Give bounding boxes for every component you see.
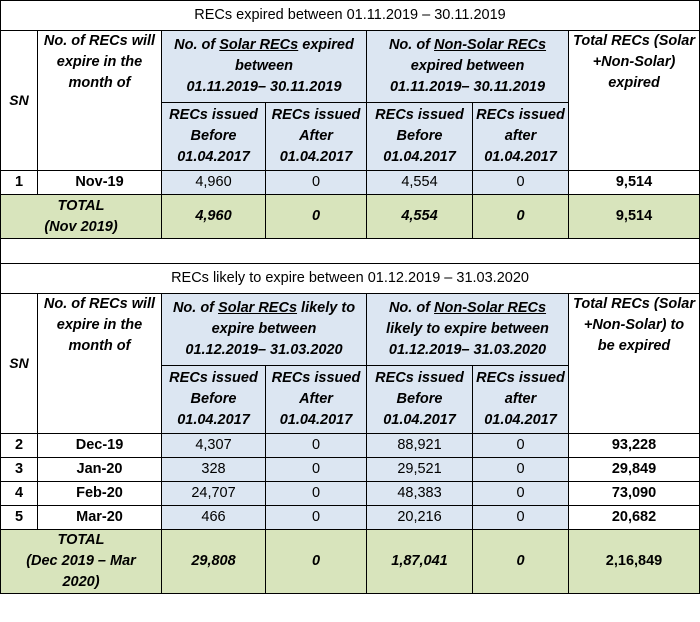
row-solar-before: 328 (162, 458, 266, 482)
sub-header-solar-after (266, 366, 367, 434)
total-row (1, 195, 700, 239)
row-nonsolar-after: 0 (473, 458, 569, 482)
row-total: 9,514 (569, 171, 700, 195)
nonsolar-header-line: 01.12.2019– 31.03.2020 (388, 342, 547, 358)
table-row (1, 171, 700, 195)
sn-header: SN (1, 294, 38, 434)
row-nonsolar-before: 48,383 (367, 482, 473, 506)
section-gap (1, 239, 700, 264)
total-label-line: (Dec 2019 – Mar (26, 553, 136, 569)
table-row (1, 434, 700, 458)
month-header-line: month of (68, 338, 131, 354)
total-solar-before: 4,960 (162, 195, 266, 239)
sub-header-line: 01.04.2017 (177, 149, 250, 165)
total-label (1, 195, 162, 239)
solar-header (162, 294, 367, 366)
total-header-line: be expired (597, 338, 671, 354)
row-solar-after: 0 (266, 434, 367, 458)
solar-header-line: 01.12.2019– 31.03.2020 (185, 342, 343, 358)
total-nonsolar-after: 0 (473, 530, 569, 594)
sub-header-line: Before (190, 128, 237, 144)
solar-header-underlined: Solar RECs (218, 300, 298, 316)
sub-header-line: RECs issued (169, 370, 258, 386)
sub-header-line: Before (396, 391, 443, 407)
sub-header-line: RECs issued (375, 370, 464, 386)
section2-title: RECs likely to expire between 01.12.2019 – 31.03.2020 (1, 264, 700, 294)
sub-header-line: RECs issued (271, 107, 361, 123)
nonsolar-header-line: expired between (410, 58, 525, 74)
row-nonsolar-before: 29,521 (367, 458, 473, 482)
nonsolar-header-underlined: Non-Solar RECs (434, 300, 547, 316)
total-nonsolar-before: 4,554 (367, 195, 473, 239)
row-solar-before: 4,960 (162, 171, 266, 195)
row-total: 29,849 (569, 458, 700, 482)
sub-header-nonsolar-after (473, 103, 569, 171)
total-label-line: (Nov 2019) (44, 218, 118, 235)
total-header-line: Total RECs (Solar (573, 296, 695, 312)
month-header (38, 294, 162, 434)
total-label-line: 2020) (62, 574, 100, 590)
sub-header-line: RECs issued (476, 107, 565, 123)
row-total: 93,228 (569, 434, 700, 458)
row-solar-before: 4,307 (162, 434, 266, 458)
total-label (1, 530, 162, 594)
total-nonsolar-before: 1,87,041 (367, 530, 473, 594)
total-row (1, 530, 700, 594)
sub-header-line: RECs issued (476, 370, 565, 386)
month-header-line: No. of RECs will (43, 33, 156, 49)
sub-header-line: RECs issued (271, 370, 361, 386)
sub-header-line: RECs issued (169, 107, 258, 123)
table-row (1, 482, 700, 506)
row-month: Nov-19 (38, 171, 162, 195)
total-header (569, 294, 700, 434)
nonsolar-header-pre: No. of (388, 37, 435, 53)
table-row (1, 458, 700, 482)
sub-header-line: 01.04.2017 (383, 149, 456, 165)
month-header-line: expire in the (56, 317, 143, 333)
row-month: Feb-20 (38, 482, 162, 506)
sub-header-line: after (504, 128, 537, 144)
row-sn: 2 (1, 434, 38, 458)
month-header-line: month of (68, 75, 131, 91)
total-header-line: expired (608, 75, 660, 91)
solar-header-line: 01.11.2019– 30.11.2019 (186, 79, 342, 95)
row-total: 20,682 (569, 506, 700, 530)
month-header-line: No. of RECs will (43, 296, 156, 312)
row-month: Jan-20 (38, 458, 162, 482)
row-sn: 5 (1, 506, 38, 530)
sub-header-line: 01.04.2017 (279, 149, 353, 165)
sub-header-line: After (299, 391, 333, 407)
row-nonsolar-after: 0 (473, 171, 569, 195)
sub-header-line: 01.04.2017 (279, 412, 353, 428)
sub-header-nonsolar-before (367, 103, 473, 171)
row-solar-after: 0 (266, 458, 367, 482)
solar-header-post: likely to (297, 300, 356, 316)
solar-header-pre: No. of (174, 37, 220, 53)
sub-header-line: RECs issued (375, 107, 464, 123)
total-label-line: TOTAL (57, 197, 105, 214)
solar-header-line: between (234, 58, 293, 74)
sub-header-line: after (504, 391, 537, 407)
nonsolar-header-pre: No. of (388, 300, 435, 316)
solar-header (162, 31, 367, 103)
total-header-line: +Non-Solar) (592, 54, 676, 70)
total-grand: 2,16,849 (569, 530, 700, 594)
row-solar-before: 24,707 (162, 482, 266, 506)
row-sn: 1 (1, 171, 38, 195)
month-header-line: expire in the (56, 54, 143, 70)
row-solar-before: 466 (162, 506, 266, 530)
total-label-line: TOTAL (57, 532, 105, 548)
row-month: Dec-19 (38, 434, 162, 458)
row-month: Mar-20 (38, 506, 162, 530)
solar-header-post: expired (298, 37, 354, 53)
sub-header-line: Before (190, 391, 237, 407)
total-solar-after: 0 (266, 530, 367, 594)
nonsolar-header (367, 31, 569, 103)
sub-header-line: 01.04.2017 (177, 412, 250, 428)
total-header-line: +Non-Solar) to (583, 317, 685, 333)
nonsolar-header (367, 294, 569, 366)
sub-header-nonsolar-before (367, 366, 473, 434)
total-header-line: Total RECs (Solar (573, 33, 695, 49)
row-nonsolar-after: 0 (473, 506, 569, 530)
sub-header-line: 01.04.2017 (484, 412, 557, 428)
total-grand: 9,514 (569, 195, 700, 239)
total-nonsolar-after: 0 (473, 195, 569, 239)
section-gap-cell (1, 239, 700, 264)
month-header (38, 31, 162, 171)
sub-header-solar-before (162, 366, 266, 434)
row-nonsolar-after: 0 (473, 482, 569, 506)
section1-title: RECs expired between 01.11.2019 – 30.11.2019 (1, 1, 700, 31)
row-nonsolar-after: 0 (473, 434, 569, 458)
total-solar-before: 29,808 (162, 530, 266, 594)
table-row (1, 506, 700, 530)
nonsolar-header-line: 01.11.2019– 30.11.2019 (389, 79, 546, 95)
nonsolar-header-underlined: Non-Solar RECs (434, 37, 547, 53)
row-solar-after: 0 (266, 482, 367, 506)
row-solar-after: 0 (266, 171, 367, 195)
row-nonsolar-before: 88,921 (367, 434, 473, 458)
row-sn: 3 (1, 458, 38, 482)
sub-header-solar-after (266, 103, 367, 171)
row-sn: 4 (1, 482, 38, 506)
row-nonsolar-before: 20,216 (367, 506, 473, 530)
solar-header-pre: No. of (172, 300, 219, 316)
sub-header-line: 01.04.2017 (383, 412, 456, 428)
row-total: 73,090 (569, 482, 700, 506)
sub-header-solar-before (162, 103, 266, 171)
sub-header-nonsolar-after (473, 366, 569, 434)
solar-header-line: expire between (211, 321, 317, 337)
row-nonsolar-before: 4,554 (367, 171, 473, 195)
sn-header: SN (1, 31, 38, 171)
sub-header-line: Before (396, 128, 443, 144)
row-solar-after: 0 (266, 506, 367, 530)
total-header (569, 31, 700, 171)
solar-header-underlined: Solar RECs (219, 37, 299, 53)
sub-header-line: 01.04.2017 (484, 149, 557, 165)
nonsolar-header-line: likely to expire between (386, 321, 549, 337)
sub-header-line: After (299, 128, 333, 144)
total-solar-after: 0 (266, 195, 367, 239)
